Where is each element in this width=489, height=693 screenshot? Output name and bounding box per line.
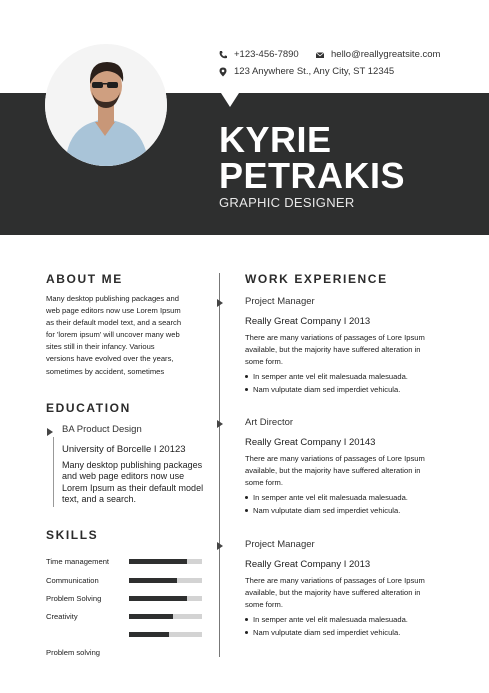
job-bullet-text: Nam vulputate diam sed imperdiet vehicula.: [253, 385, 401, 394]
location-pin-icon: [218, 67, 228, 77]
profile-photo: [45, 44, 167, 166]
job-desc-line: There are many variations of passages of Lore Ipsum: [245, 576, 425, 585]
job-desc-line: available, but the majority have suffered alteration in: [245, 588, 421, 597]
job-bullet: [245, 385, 400, 394]
job-description: [245, 332, 450, 368]
skill-bar-fill: [129, 559, 187, 564]
address-text: 123 Anywhere St., Any City, ST 12345: [234, 66, 395, 77]
education-degree: BA Product Design: [62, 424, 142, 435]
skills-title: SKILLS: [46, 528, 99, 542]
job-description: [245, 453, 450, 489]
job-title: Project Manager: [245, 539, 315, 550]
education-marker-icon: [47, 428, 53, 436]
about-line: web page editors now use Lorem Ipsum: [46, 306, 181, 316]
skill-extra-label: Problem solving: [46, 648, 101, 657]
about-line: sites still in their infancy. Various: [46, 342, 155, 352]
bullet-dot-icon: [245, 375, 248, 378]
job-desc-line: There are many variations of passages of Lore Ipsum: [245, 454, 425, 463]
timeline-marker-icon: [217, 542, 223, 550]
job-desc-line: available, but the majority have suffered alteration in: [245, 345, 421, 354]
phone-contact: [218, 49, 299, 60]
about-line: sometimes by accident, sometimes: [46, 366, 165, 376]
skill-label: Communication: [46, 576, 99, 585]
job-company: Really Great Company I 20143: [245, 437, 376, 448]
bullet-dot-icon: [245, 388, 248, 391]
skill-bar-track: [129, 596, 202, 601]
bullet-dot-icon: [245, 496, 248, 499]
about-title: ABOUT ME: [46, 272, 123, 286]
email-text: hello@reallygreatsite.com: [331, 49, 441, 60]
job-desc-line: some form.: [245, 357, 283, 366]
skill-bar-track: [129, 614, 202, 619]
job-desc-line: There are many variations of passages of Lore Ipsum: [245, 333, 425, 342]
address-contact: [218, 66, 394, 77]
about-line: for 'lorem ipsum' will uncover many web: [46, 330, 180, 340]
skill-label: Time management: [46, 557, 110, 566]
skill-bar-fill: [129, 596, 187, 601]
job-desc-line: some form.: [245, 600, 283, 609]
job-bullet: [245, 506, 400, 515]
phone-text: +123-456-7890: [234, 49, 299, 60]
about-line: versions have evolved over the years,: [46, 354, 174, 364]
education-title: EDUCATION: [46, 401, 131, 415]
skill-bar-track: [129, 559, 202, 564]
job-bullet-text: In semper ante vel elit malesuada malesuada.: [253, 372, 408, 381]
candidate-name: [219, 119, 406, 196]
timeline-marker-icon: [217, 299, 223, 307]
education-desc-line: Lorem Ipsum as their default model: [62, 482, 204, 493]
education-description: [62, 460, 203, 505]
first-name: KYRIE: [219, 119, 332, 160]
job-bullet: [245, 493, 408, 502]
banner-notch: [221, 93, 239, 107]
job-bullet-text: In semper ante vel elit malesuada malesuada.: [253, 615, 408, 624]
email-contact: [315, 49, 440, 60]
education-desc-line: text, and a search.: [62, 493, 137, 504]
bullet-dot-icon: [245, 631, 248, 634]
job-bullet: [245, 372, 408, 381]
job-company: Really Great Company I 2013: [245, 316, 371, 327]
skill-bar-fill: [129, 578, 177, 583]
skill-label: Problem Solving: [46, 594, 102, 603]
about-line: as their default model text, and a search: [46, 318, 182, 328]
education-desc-line: and web page editors now use: [62, 471, 185, 482]
skill-bar-track: [129, 578, 202, 583]
person-illustration: [45, 44, 167, 166]
work-title: WORK EXPERIENCE: [245, 272, 388, 286]
job-title: Art Director: [245, 417, 294, 428]
education-school: University of Borcelle I 20123: [62, 444, 186, 455]
about-text: [46, 293, 214, 378]
job-desc-line: available, but the majority have suffered alteration in: [245, 466, 421, 475]
mail-icon: [315, 50, 325, 60]
bullet-dot-icon: [245, 509, 248, 512]
job-description: [245, 575, 450, 611]
bullet-dot-icon: [245, 618, 248, 621]
job-desc-line: some form.: [245, 478, 283, 487]
job-title: Project Manager: [245, 296, 315, 307]
timeline-marker-icon: [217, 420, 223, 428]
job-bullet: [245, 615, 408, 624]
column-divider: [219, 273, 220, 657]
skill-bar-fill: [129, 632, 169, 637]
job-bullet-text: Nam vulputate diam sed imperdiet vehicula.: [253, 628, 401, 637]
job-company: Really Great Company I 2013: [245, 559, 371, 570]
education-desc-line: Many desktop publishing packages: [62, 460, 203, 470]
job-bullet-text: Nam vulputate diam sed imperdiet vehicula.: [253, 506, 401, 515]
last-name: PETRAKIS: [219, 155, 406, 196]
skill-label: Creativity: [46, 612, 78, 621]
job-bullet: [245, 628, 400, 637]
education-timeline-line: [53, 437, 54, 507]
job-bullet-text: In semper ante vel elit malesuada malesuada.: [253, 493, 408, 502]
skill-bar-fill: [129, 614, 173, 619]
skill-bar-track: [129, 632, 202, 637]
about-line: Many desktop publishing packages and: [46, 294, 179, 303]
job-role: GRAPHIC DESIGNER: [219, 195, 355, 210]
phone-icon: [218, 50, 228, 60]
